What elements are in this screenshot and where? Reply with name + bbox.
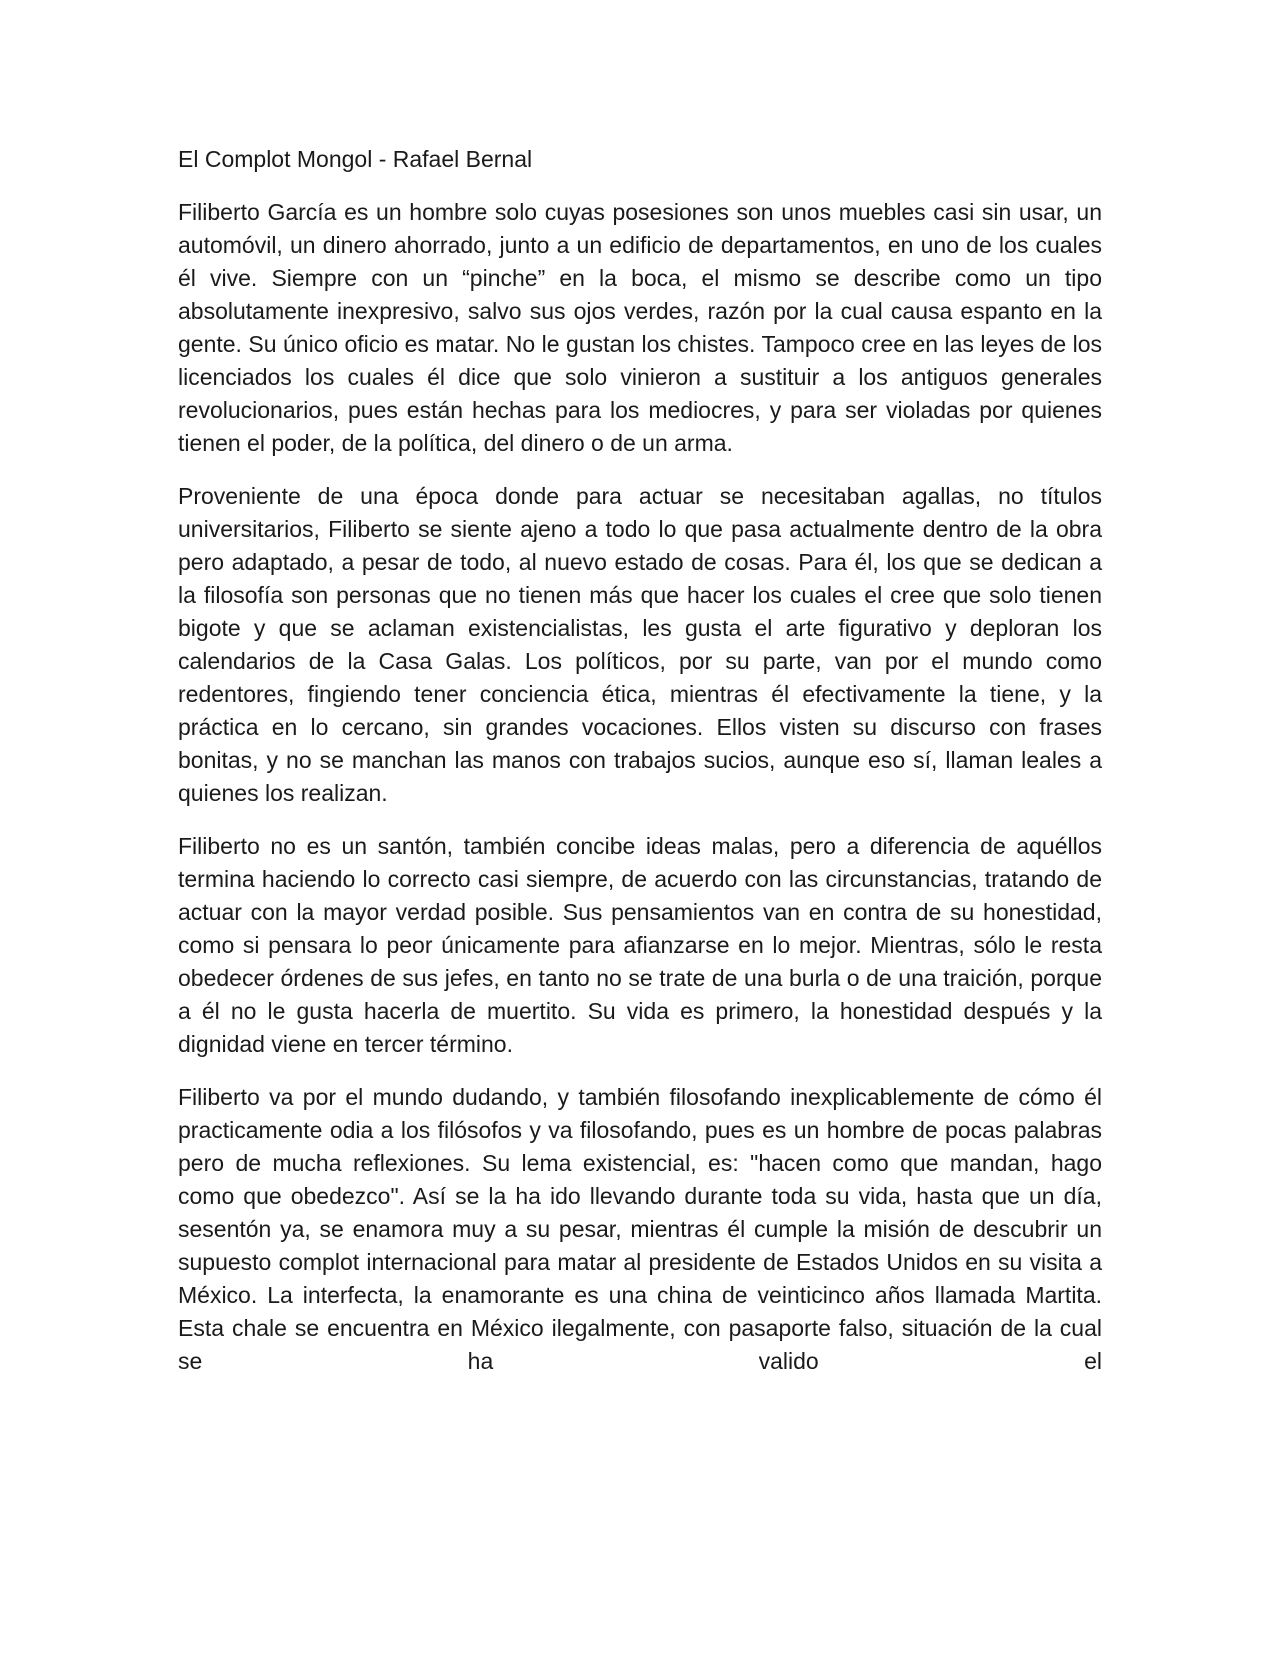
paragraph-2: Proveniente de una época donde para actuar se necesitaban agallas, no títulos universitarios, Filiberto se siente ajeno a todo lo que pasa actualmente dentro de la obra pero adaptado, a pesar de todo, al nuevo estado de cosas. Para él, los que se dedican a la filosofía son personas que no tienen más que hacer los cuales el cree que solo tienen bigote y que se aclaman existencialistas, les gusta el arte figurativo y deploran los calendarios de la Casa Galas. Los políticos, por su parte, van por el mundo como redentores, fingiendo tener conciencia ética, mientras él efectivamente la tiene, y la práctica en lo cercano, sin grandes vocaciones. Ellos visten su discurso con frases bonitas, y no se manchan las manos con trabajos sucios, aunque eso sí, llaman leales a quienes los realizan.	[178, 483, 1102, 806]
paragraph-3: Filiberto no es un santón, también concibe ideas malas, pero a diferencia de aquéllos termina haciendo lo correcto casi siempre, de acuerdo con las circunstancias, tratando de actuar con la mayor verdad posible. Sus pensamientos van en contra de su honestidad, como si pensara lo peor únicamente para afianzarse en lo mejor. Mientras, sólo le resta obedecer órdenes de sus jefes, en tanto no se trate de una burla o de una traición, porque a él no le gusta hacerla de muertito. Su vida es primero, la honestidad después y la dignidad viene en tercer término.	[178, 833, 1102, 1057]
paragraph-4: Filiberto va por el mundo dudando, y también filosofando inexplicablemente de cómo él practicamente odia a los filósofos y va filosofando, pues es un hombre de pocas palabras pero de mucha reflexiones. Su lema existencial, es: "hacen como que mandan, hago como que obedezco". Así se la ha ido llevando durante toda su vida, hasta que un día, sesentón ya, se enamora muy a su pesar, mientras él cumple la misión de descubrir un supuesto complot internacional para matar al presidente de Estados Unidos en su visita a México. La interfecta, la enamorante es una china de veinticinco años llamada Martita. Esta chale se encuentra en México ilegalmente, con pasaporte falso, situación de la cual se ha valido el	[178, 1084, 1102, 1374]
document-page	[178, 143, 1102, 1398]
paragraph-1: Filiberto García es un hombre solo cuyas posesiones son unos muebles casi sin usar, un automóvil, un dinero ahorrado, junto a un edificio de departamentos, en uno de los cuales él vive. Siempre con un “pinche” en la boca, el mismo se describe como un tipo absolutamente inexpresivo, salvo sus ojos verdes, razón por la cual causa espanto en la gente. Su único oficio es matar. No le gustan los chistes. Tampoco cree en las leyes de los licenciados los cuales él dice que solo vinieron a sustituir a los antiguos generales revolucionarios, pues están hechas para los mediocres, y para ser violadas por quienes tienen el poder, de la política, del dinero o de un arma.	[178, 199, 1102, 456]
document-title: El Complot Mongol - Rafael Bernal	[178, 146, 533, 172]
